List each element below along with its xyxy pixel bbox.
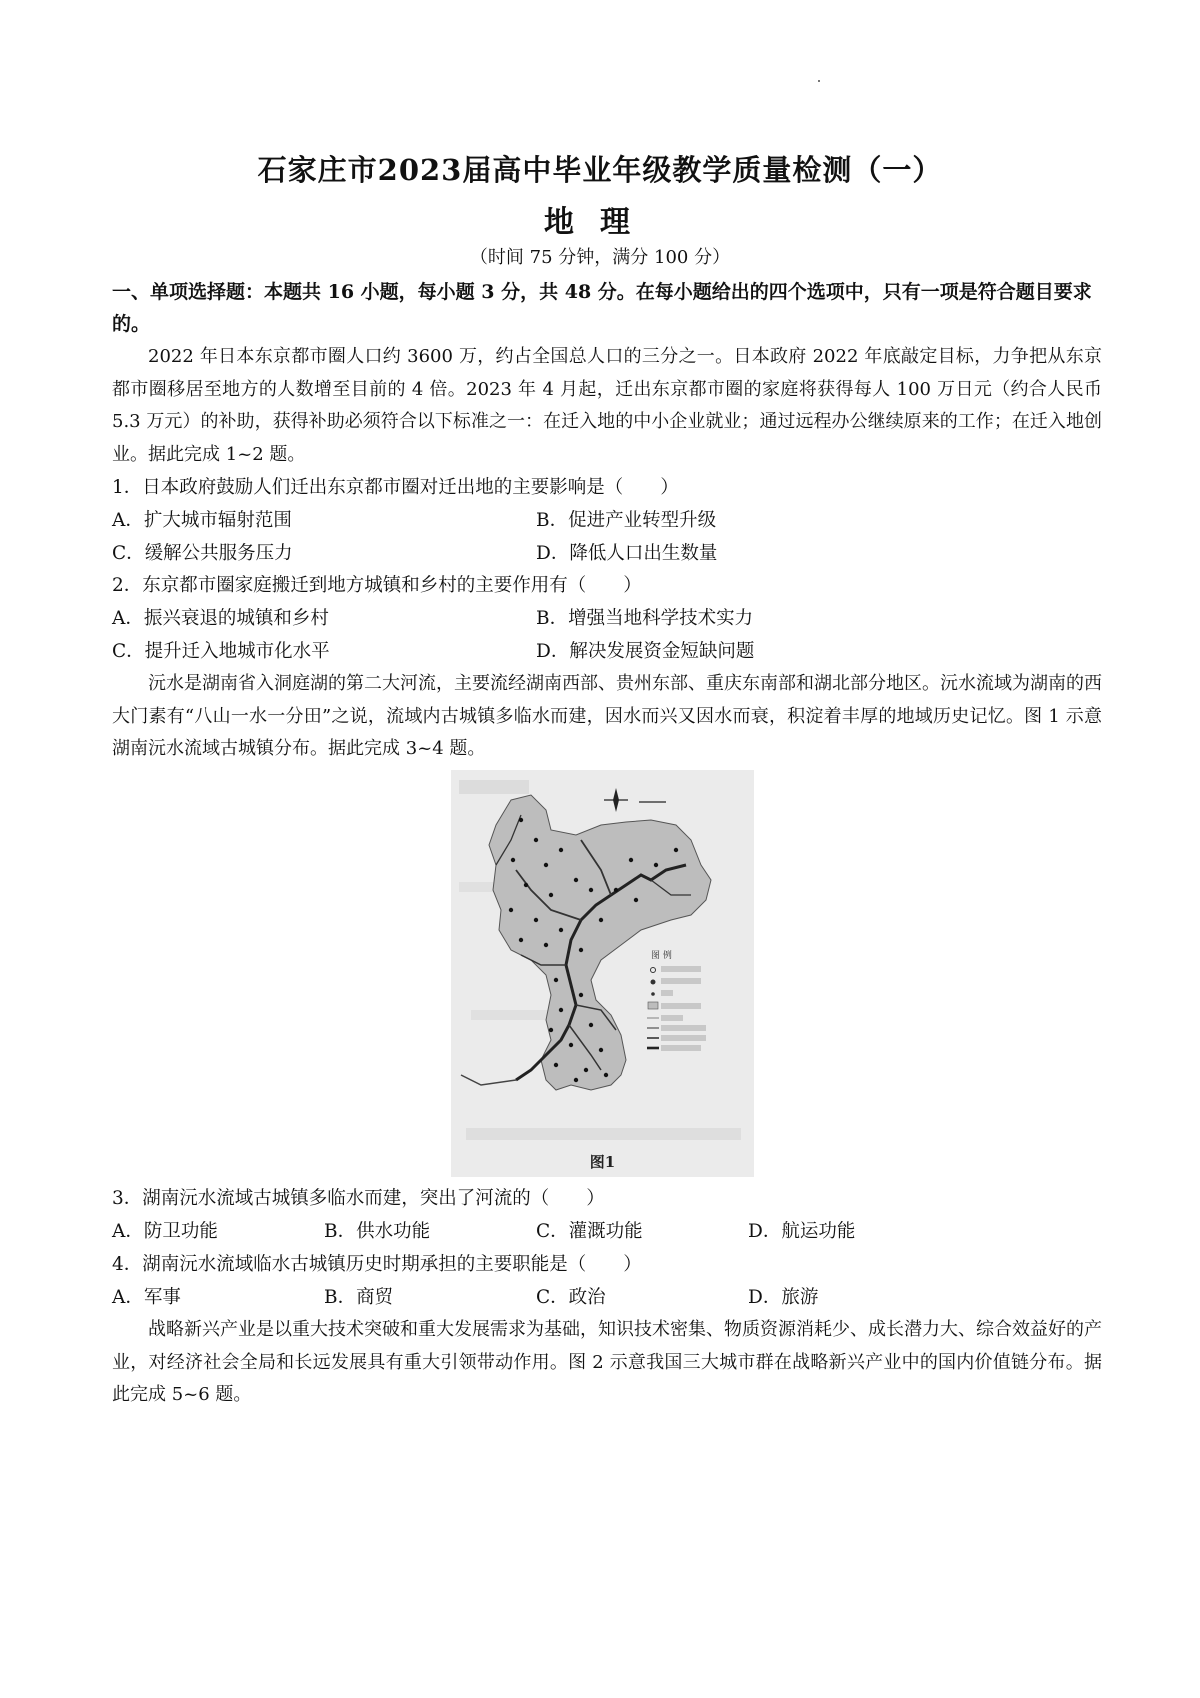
q4-option-b: B．商贸 <box>324 1287 394 1308</box>
scan-dot <box>818 80 820 82</box>
q4-option-c: C．政治 <box>536 1287 606 1308</box>
q3-option-d: D．航运功能 <box>748 1221 856 1242</box>
subject-title: 地理 <box>544 205 656 240</box>
q1-option-d: D．降低人口出生数量 <box>536 543 718 564</box>
passage-3: 战略新兴产业是以重大技术突破和重大发展需求为基础，知识技术密集、物质资源消耗少、成长潜力大、综合效益好的产业，对经济社会全局和长远发展具有重大引领带动作用。图 2 示意我国三大城市群在战略新兴产业中的国内价值链分布。据此完成 5~6 题。 <box>112 1319 1102 1405</box>
q2-option-b: B．增强当地科学技术实力 <box>536 608 754 629</box>
time-info: （时间 75 分钟，满分 100 分） <box>469 247 731 268</box>
question-3-stem: 3．湖南沅水流域古城镇多临水而建，突出了河流的（ ） <box>112 1188 605 1209</box>
legend-title: 图 例 <box>651 951 672 961</box>
q4-option-d: D．旅游 <box>748 1287 819 1308</box>
question-2-stem: 2．东京都市圈家庭搬迁到地方城镇和乡村的主要作用有（ ） <box>112 575 642 596</box>
q3-option-c: C．灌溉功能 <box>536 1221 643 1242</box>
q4-option-a: A．军事 <box>112 1287 181 1308</box>
section-heading: 一、单项选择题：本题共 16 小题，每小题 3 分，共 48 分。在每小题给出的四个选项中，只有一项是符合题目要求的。 <box>112 281 1092 335</box>
q2-option-c: C．提升迁入地城市化水平 <box>112 641 330 662</box>
yuan-river-basin-map <box>451 770 754 1177</box>
q2-option-a: A．振兴衰退的城镇和乡村 <box>112 608 329 629</box>
q1-option-b: B．促进产业转型升级 <box>536 510 717 531</box>
q1-option-a: A．扩大城市辐射范围 <box>112 510 292 531</box>
q2-option-d: D．解决发展资金短缺问题 <box>536 641 755 662</box>
question-4-stem: 4．湖南沅水流域临水古城镇历史时期承担的主要职能是（ ） <box>112 1254 642 1275</box>
q3-option-b: B．供水功能 <box>324 1221 431 1242</box>
figure-1-map <box>451 770 754 1177</box>
q3-option-a: A．防卫功能 <box>112 1221 218 1242</box>
question-1-stem: 1．日本政府鼓励人们迁出东京都市圈对迁出地的主要影响是（ ） <box>112 477 679 498</box>
figure-1-caption: 图1 <box>589 1153 616 1171</box>
passage-2: 沅水是湖南省入洞庭湖的第二大河流，主要流经湖南西部、贵州东部、重庆东南部和湖北部分地区。沅水流域为湖南的西大门素有“八山一水一分田”之说，流域内古城镇多临水而建，因水而兴又因水而衰，积淀着丰厚的地域历史记忆。图 1 示意湖南沅水流域古城镇分布。据此完成 3~4 题。 <box>112 673 1102 759</box>
exam-title: 石家庄市2023届高中毕业年级教学质量检测（一） <box>257 153 943 187</box>
q1-option-c: C．缓解公共服务压力 <box>112 543 293 564</box>
passage-1: 2022 年日本东京都市圈人口约 3600 万，约占全国总人口的三分之一。日本政府 2022 年底敲定目标，力争把从东京都市圈移居至地方的人数增至目前的 4 倍。2023 年 4 月起，迁出东京都市圈的家庭将获得每人 100 万日元（约合人民币 5.3 万元）的补助，获得补助必须符合以下标准之一：在迁入地的中小企业就业；通过远程办公继续原来的工作；在迁入地创业。据此完成 1~2 题。 <box>112 346 1102 465</box>
